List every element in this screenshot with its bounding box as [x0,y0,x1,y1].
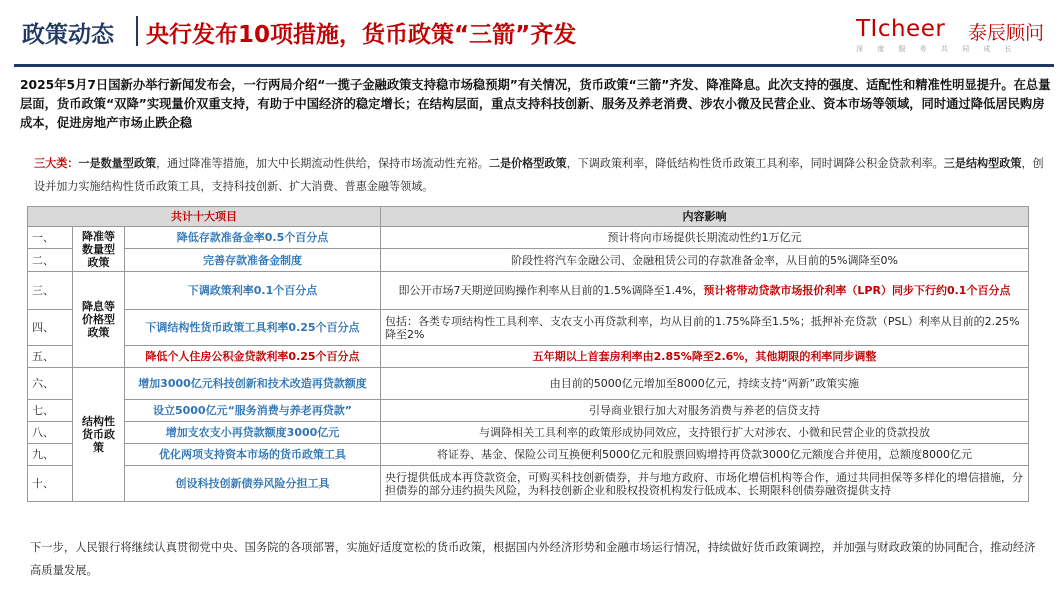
row-number: 四、 [28,310,73,346]
table-row [28,227,1029,249]
logo-chinese: 泰辰顾问 [968,22,1045,44]
category-1-title: 一是数量型政策 [78,157,157,170]
table-row [28,249,1029,272]
row-effect-normal: 即公开市场7天期逆回购操作利率从目前的1.5%调降至1.4%， [398,284,704,297]
row-item: 增加3000亿元科技创新和技术改造再贷款额度 [125,368,381,400]
table-row [28,466,1029,502]
categories-label: 三大类： [34,157,79,170]
page-title: 央行发布10项措施，货币政策“三箭”齐发 [146,22,577,48]
row-item: 下调结构性货币政策工具利率0.25个百分点 [125,310,381,346]
row-number: 九、 [28,444,73,466]
header-items: 共计十大项目 [28,207,381,227]
row-item: 降低个人住房公积金贷款利率0.25个百分点 [125,346,381,368]
row-item: 创设科技创新债券风险分担工具 [125,466,381,502]
logo-english: TIcheer [856,16,946,42]
row-item: 降低存款准备金率0.5个百分点 [125,227,381,249]
table-row [28,272,1029,310]
three-categories-paragraph [34,152,1044,198]
row-number: 十、 [28,466,73,502]
table-row [28,368,1029,400]
table-header-row [28,207,1029,227]
table-row [28,310,1029,346]
row-item: 下调政策利率0.1个百分点 [125,272,381,310]
row-number: 一、 [28,227,73,249]
intro-paragraph: 2025年5月7日国新办举行新闻发布会，一行两局介绍“一揽子金融政策支持稳市场稳预期”有关情况，货币政策“三箭”齐发、降准降息。此次支持的强度、适配性和精准性明显提升。在总量层面，货币政策“双降”实现量价双重支持，有助于中国经济的稳定增长；在结构层面，重点支持科技创新、服务及养老消费、涉农小微及民营企业、资本市场等领域，同时通过降低居民购房成本，促进房地产市场止跌企稳 [20,78,1051,130]
row-effect: 包括：各类专项结构性工具利率、支农支小再贷款利率，均从目前的1.75%降至1.5%；抵押补充贷款（PSL）利率从目前的2.25%降至2% [381,310,1029,346]
row-effect-highlight: 预计将带动贷款市场报价利率（LPR）同步下行约0.1个百分点 [703,284,1011,297]
row-number: 三、 [28,272,73,310]
logo-slogan: 深 度 服 务 共 同 成 长 [856,45,1018,53]
category-3-text: ，创设并加力实施结构性货币政策工具，支持科技创新、扩大消费、普惠金融等领域。 [34,157,1044,193]
row-item: 优化两项支持资本市场的货币政策工具 [125,444,381,466]
row-effect: 与调降相关工具利率的政策形成协同效应，支持银行扩大对涉农、小微和民营企业的贷款投放 [381,422,1029,444]
header-rule [14,64,1054,67]
footer-paragraph: 下一步，人民银行将继续认真贯彻党中央、国务院的各项部署，实施好适度宽松的货币政策，根据国内外经济形势和金融市场运行情况，持续做好货币政策调控，并加强与财政政策的协同配合，推动经济高质量发展。 [30,541,1036,577]
row-effect: 阶段性将汽车金融公司、金融租赁公司的存款准备金率，从目前的5%调降至0% [381,249,1029,272]
row-number: 六、 [28,368,73,400]
row-number: 五、 [28,346,73,368]
group-structural: 结构性货币政策 [73,368,125,502]
title-divider [136,16,138,46]
row-effect [381,272,1029,310]
group-quantity: 降准等数量型政策 [73,227,125,272]
row-effect: 由目前的5000亿元增加至8000亿元，持续支持“两新”政策实施 [381,368,1029,400]
page-header [0,0,1064,62]
row-number: 七、 [28,400,73,422]
measures-table [27,206,1029,502]
row-effect: 将证券、基金、保险公司互换便利5000亿元和股票回购增持再贷款3000亿元额度合并使用，总额度8000亿元 [381,444,1029,466]
section-category: 政策动态 [22,22,114,48]
company-logo [856,16,1051,56]
row-effect: 引导商业银行加大对服务消费与养老的信贷支持 [381,400,1029,422]
row-effect: 预计将向市场提供长期流动性约1万亿元 [381,227,1029,249]
group-price: 降息等价格型政策 [73,272,125,368]
category-1-text: ，通过降准等措施，加大中长期流动性供给，保持市场流动性充裕。 [156,157,489,170]
table-row [28,400,1029,422]
row-item: 增加支农支小再贷款额度3000亿元 [125,422,381,444]
table-row [28,422,1029,444]
row-item: 设立5000亿元“服务消费与养老再贷款” [125,400,381,422]
header-effect: 内容影响 [381,207,1029,227]
row-number: 八、 [28,422,73,444]
row-number: 二、 [28,249,73,272]
row-effect: 五年期以上首套房利率由2.85%降至2.6%，其他期限的利率同步调整 [381,346,1029,368]
table-row [28,346,1029,368]
category-2-title: 二是价格型政策 [488,157,567,170]
row-item: 完善存款准备金制度 [125,249,381,272]
row-effect: 央行提供低成本再贷款资金，可购买科技创新债券，并与地方政府、市场化增信机构等合作，通过共同担保等多样化的增信措施，分担债券的部分违约损失风险，为科技创新企业和股权投资机构发行低成本、长期限科创债券融资提供支持 [381,466,1029,502]
category-2-text: ，下调政策利率，降低结构性货币政策工具利率，同时调降公积金贷款利率。 [566,157,944,170]
category-3-title: 三是结构型政策 [943,157,1022,170]
table-row [28,444,1029,466]
